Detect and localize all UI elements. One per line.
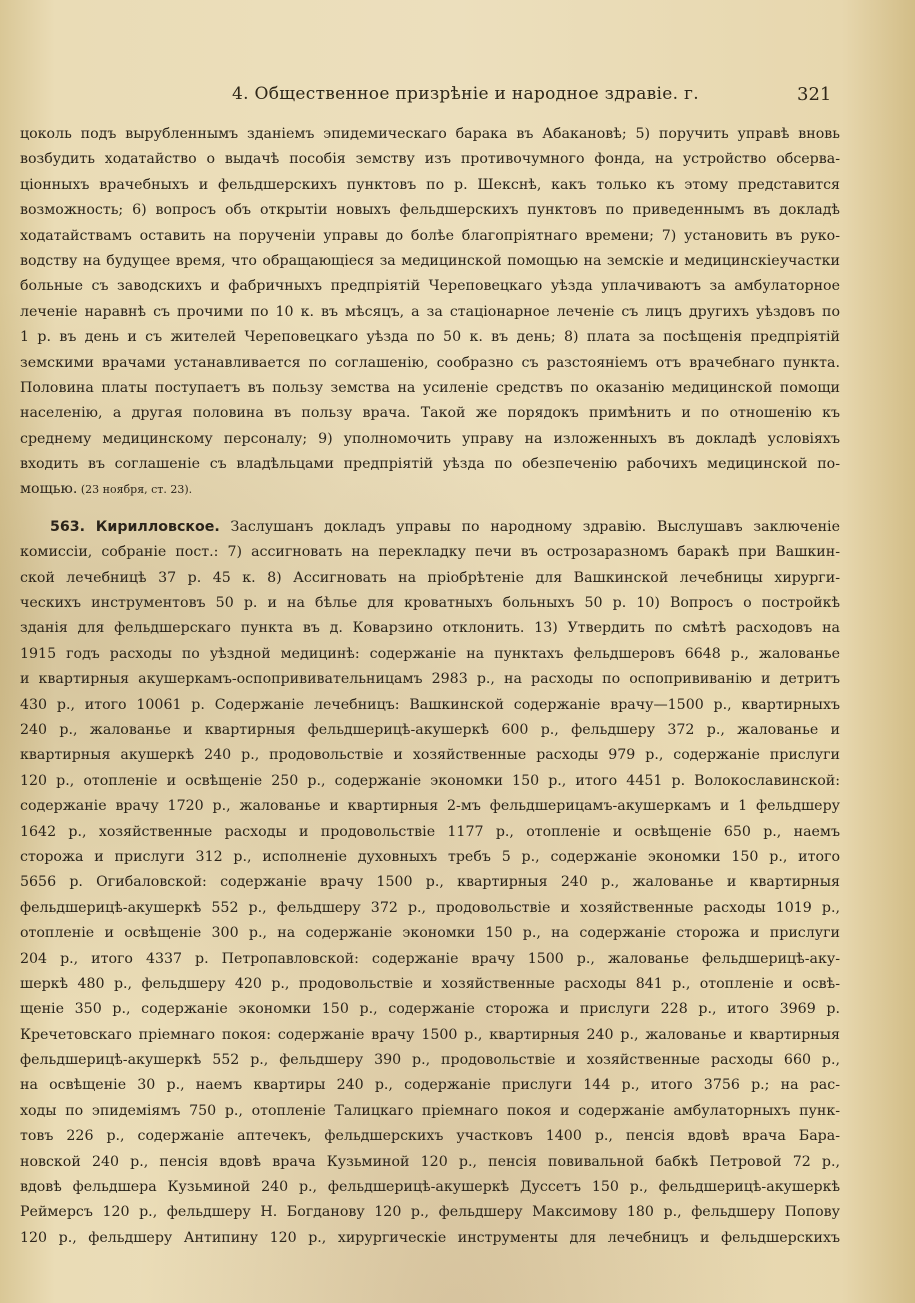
text-line: Кречетовскаго пріемнаго покоя: содержаніе врачу 1500 р., квартирныя 240 р., жалованье и квартирныя (20, 1026, 840, 1043)
entry-563-lines (20, 540, 840, 1251)
text-line: шеркѣ 480 р., фельдшеру 420 р., продовольствіе и хозяйственные расходы 841 р., отопленіе и освѣ- (20, 975, 840, 992)
text-line: на освѣщеніе 30 р., наемъ квартиры 240 р., содержаніе прислуги 144 р., итого 3756 р.; на рас- (20, 1077, 840, 1094)
text-line: ческихъ инструментовъ 50 р. и на бѣлье для кроватныхъ больныхъ 50 р. 10) Вопросъ о постройкѣ (20, 595, 840, 612)
text-line: 120 р., отопленіе и освѣщеніе 250 р., содержаніе экономки 150 р., итого 4451 р. Волокославинской: (20, 772, 840, 789)
text-line: отопленіе и освѣщеніе 300 р., на содержаніе экономки 150 р., на содержаніе сторожа и прислуги (20, 925, 840, 942)
text-line: 430 р., итого 10061 р. Содержаніе лечебницъ: Вашкинской содержаніе врачу—1500 р., квартирныхъ (20, 696, 840, 713)
text-line: 120 р., фельдшеру Антипину 120 р., хирургическіе инструменты для лечебницъ и фельдшерскихъ (20, 1229, 840, 1246)
text-line: земскими врачами устанавливается по соглашенію, сообразно съ разстояніемъ отъ врачебнаго пункта. (20, 354, 840, 371)
text-line: больные съ заводскихъ и фабричныхъ предпріятій Череповецкаго уѣзда уплачиваютъ за амбулаторное (20, 278, 840, 295)
text-line: сторожа и прислуги 312 р., исполненіе духовныхъ требъ 5 р., содержаніе экономки 150 р., итого (20, 848, 840, 865)
text-line: водству на будущее время, что обращающіеся за медицинской помощью на земскіе и медицинскіеучастки (20, 252, 840, 269)
text-line: населенію, а другая половина въ пользу врача. Такой же порядокъ примѣнить и по отношенію къ (20, 405, 840, 422)
text-line: фельдшерицѣ-акушеркѣ 552 р., фельдшеру 372 р., продовольствіе и хозяйственные расходы 1019 р., (20, 899, 840, 916)
date-note: (23 ноября, ст. 23). (77, 483, 193, 497)
text-line: квартирныя акушеркѣ 240 р., продовольствіе и хозяйственные расходы 979 р., содержаніе прислуги (20, 747, 840, 764)
text-line: 240 р., жалованье и квартирныя фельдшерицѣ-акушеркѣ 600 р., фельдшеру 372 р., жалованье и (20, 721, 840, 738)
text-line: ходы по эпидеміямъ 750 р., отопленіе Талицкаго пріемнаго покоя и содержаніе амбулаторныхъ пунк- (20, 1102, 840, 1119)
entry-first-line: Заслушанъ докладъ управы по народному здравію. Выслушавъ заключеніе (219, 518, 840, 535)
text-line: товъ 226 р., содержаніе аптечекъ, фельдшерскихъ участковъ 1400 р., пенсія вдовѣ врача Бара- (20, 1128, 840, 1145)
text-line: вдовѣ фельдшера Кузьминой 240 р., фельдшерицѣ-акушеркѣ Дуссетъ 150 р., фельдшерицѣ-акушеркѣ (20, 1179, 840, 1196)
text-line: и квартирныя акушеркамъ-оспопрививательницамъ 2983 р., на расходы по оспопрививанію и детритъ (20, 671, 840, 688)
page-number: 321 (797, 84, 832, 105)
text-line: ходатайствамъ оставить на порученіи управы до болѣе благопріятнаго времени; 7) установить въ руко- (20, 227, 840, 244)
text-line: 204 р., итого 4337 р. Петропавловской: содержаніе врачу 1500 р., жалованье фельдшерицѣ-аку- (20, 950, 840, 967)
text-line: ской лечебницѣ 37 р. 45 к. 8) Ассигновать на пріобрѣтеніе для Вашкинской лечебницы хирурги- (20, 569, 840, 586)
text-line: возможность; 6) вопросъ объ открытіи новыхъ фельдшерскихъ пунктовъ по приведеннымъ въ докладѣ (20, 202, 840, 219)
paragraph-gap (20, 503, 840, 515)
body-text (20, 122, 840, 1251)
text-line: содержаніе врачу 1720 р., жалованье и квартирныя 2-мъ фельдшерицамъ-акушеркамъ и 1 фельдшеру (20, 798, 840, 815)
entry-place: Кирилловское. (95, 518, 220, 535)
page-header (0, 84, 915, 112)
text-line: ціонныхъ врачебныхъ и фельдшерскихъ пунктовъ по р. Шекснѣ, какъ только къ этому представится (20, 176, 840, 193)
text-line: Половина платы поступаетъ въ пользу земства на усиленіе средствъ по оказанію медицинской помощи (20, 379, 840, 396)
text-line: 1915 годъ расходы по уѣздной медицинѣ: содержаніе на пунктахъ фельдшеровъ 6648 р., жалованье (20, 645, 840, 662)
text-line: 5656 р. Огибаловской: содержаніе врачу 1500 р., квартирныя 240 р., жалованье и квартирныя (20, 874, 840, 891)
text-line: возбудить ходатайство о выдачѣ пособія земству изъ противочумного фонда, на устройство обсерва- (20, 151, 840, 168)
text-line: фельдшерицѣ-акушеркѣ 552 р., фельдшеру 390 р., продовольствіе и хозяйственные расходы 660 р., (20, 1052, 840, 1069)
text-line: леченіе наравнѣ съ прочими по 10 к. въ мѣсяцъ, а за стаціонарное леченіе съ лицъ другихъ уѣздовъ по (20, 303, 840, 320)
entry-number: 563. (50, 518, 86, 535)
text-line: мощью. (23 ноября, ст. 23). (20, 481, 193, 498)
text-line: 1 р. въ день и съ жителей Череповецкаго уѣзда по 50 к. въ день; 8) плата за посѣщенія предпріятій (20, 329, 840, 346)
paragraph-entry-563 (20, 515, 840, 1251)
text-line: зданія для фельдшерскаго пункта въ д. Коварзино отклонить. 13) Утвердить по смѣтѣ расходовъ на (20, 620, 840, 637)
text-line: входить въ соглашеніе съ владѣльцами предпріятій уѣзда по обезпеченію рабочихъ медицинской по- (20, 456, 840, 473)
text-line (20, 515, 840, 540)
text-line: цоколь подъ вырубленнымъ зданіемъ эпидемическаго барака въ Абакановѣ; 5) поручить управѣ вновь (20, 126, 840, 142)
text-line: комиссіи, собраніе пост.: 7) ассигновать на перекладку печи въ острозаразномъ баракѣ при Вашкин- (20, 544, 840, 561)
text-line: среднему медицинскому персоналу; 9) уполномочить управу на изложенныхъ въ докладѣ условіяхъ (20, 430, 840, 447)
running-head: 4. Общественное призрѣніе и народное здравіе. г. (232, 84, 699, 104)
text-line: 1642 р., хозяйственные расходы и продовольствіе 1177 р., отопленіе и освѣщеніе 650 р., наемъ (20, 823, 840, 840)
text-line: щеніе 350 р., содержаніе экономки 150 р., содержаніе сторожа и прислуги 228 р., итого 3969 р. (20, 1001, 840, 1018)
paragraph-resolution-cherepovets (20, 122, 840, 503)
text-line: новской 240 р., пенсія вдовѣ врача Кузьминой 120 р., пенсія повивальной бабкѣ Петровой 72 р., (20, 1153, 840, 1170)
text-line: Реймерсъ 120 р., фельдшеру Н. Богданову 120 р., фельдшеру Максимову 180 р., фельдшеру Попову (20, 1204, 840, 1221)
